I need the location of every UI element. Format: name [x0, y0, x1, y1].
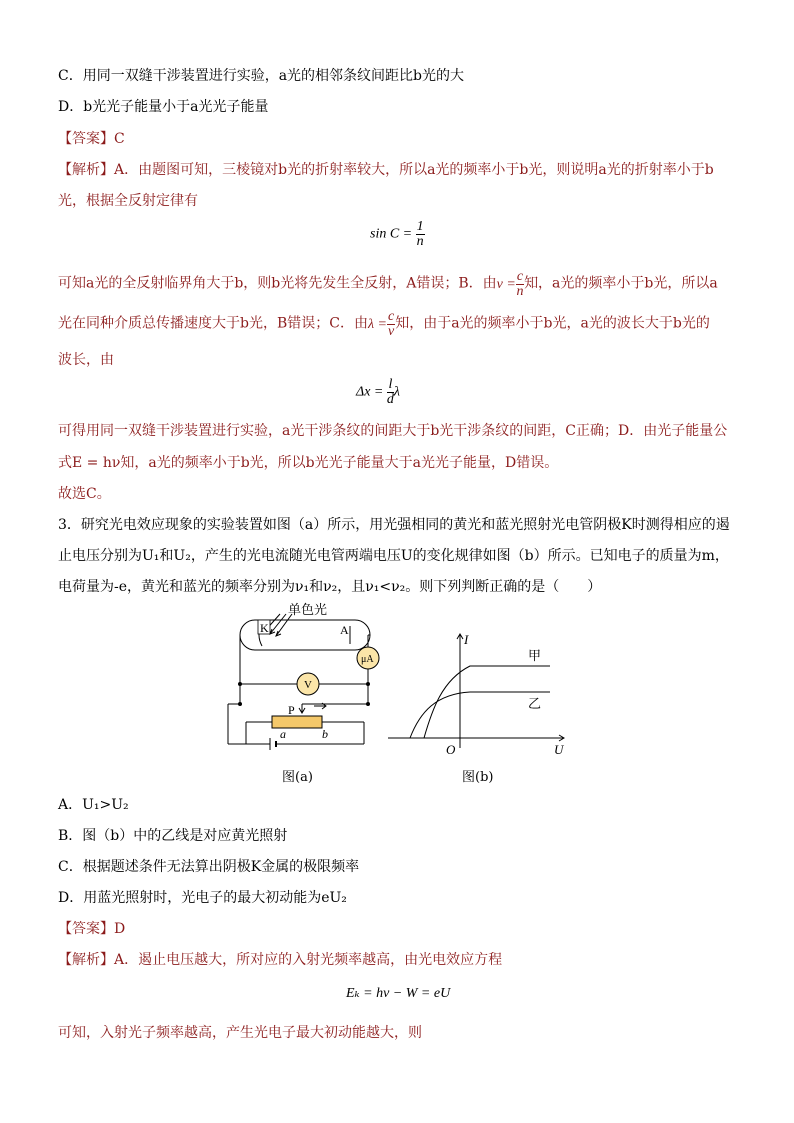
exp-l3-den: n [516, 284, 524, 299]
eq1-lhs: sin C = [370, 226, 413, 242]
q3-equation: Eₖ = hν − W = eU [346, 986, 451, 1001]
eq1-den: n [416, 234, 424, 249]
exp-l3-a: 可知a光的全反射临界角大于b，则b光将先发生全反射，A错误；B．由 [58, 275, 497, 292]
label-p: P [288, 703, 295, 717]
label-u: U [554, 742, 564, 757]
q2-option-c: C．用同一双缝干涉装置进行实验，a光的相邻条纹间距比b光的大 [58, 68, 465, 84]
eq2-den: d [386, 392, 394, 407]
eq2-num: l [388, 377, 393, 392]
q2-explanation-line-3 [58, 270, 718, 299]
q2-explanation-line-6: 可得用同一双缝干涉装置进行实验，a光干涉条纹的间距大于b光干涉条纹的间距，C正确；D．由光子能量公 [58, 423, 728, 439]
exp-l4-frac [387, 310, 395, 339]
label-jia: 甲 [528, 648, 542, 663]
q3-explanation-line-2: 可知，入射光子频率越高，产生光电子最大初动能越大，则 [58, 1025, 422, 1041]
q2-explanation-line-4 [58, 310, 710, 339]
q2-equation-deltax [356, 378, 400, 407]
eq2-fraction [387, 378, 394, 407]
caption-figure-b: 图(b) [462, 770, 494, 785]
exp-l3-num: c [516, 269, 524, 284]
q2-equation-sinc [370, 220, 425, 249]
label-k: K [260, 621, 269, 635]
exp-l3-b: 知，a光的频率小于b光，所以a [524, 275, 718, 292]
exp-l4-num: c [387, 309, 395, 324]
q3-answer: 【答案】D [58, 921, 126, 937]
exp-l4-b: 知，由于a光的频率小于b光，a光的波长大于b光的 [395, 315, 710, 332]
label-pb: b [322, 727, 328, 741]
label-a: A [340, 623, 349, 637]
eq2-rhs: λ [393, 384, 400, 400]
exp-l3-frac [516, 270, 524, 299]
label-v: V [304, 679, 312, 691]
exp-l4-a: 光在同种介质总传播速度大于b光，B错误；C．由 [58, 315, 368, 332]
q3-explanation-line-1: 【解析】A．遏止电压越大，所对应的入射光频率越高，由光电效应方程 [58, 952, 503, 968]
eq1-num: 1 [416, 219, 424, 234]
q3-option-a: A．U₁>U₂ [58, 797, 129, 813]
q2-answer: 【答案】C [58, 131, 125, 147]
q2-explanation-line-5: 波长，由 [58, 352, 114, 368]
label-ua: μA [361, 654, 374, 665]
eq1-fraction [416, 220, 425, 249]
q3-stem-line-1: 3．研究光电效应现象的实验装置如图（a）所示，用光强相同的黄光和蓝光照射光电管阴极K时测得相应的遏 [58, 517, 730, 533]
q2-explanation-line-7: 式E = hν知，a光的频率小于b光，所以b光光子能量大于a光光子能量，D错误。 [58, 455, 559, 471]
exp-l3-eq [496, 269, 524, 299]
q3-stem-line-3: 电荷量为-e，黄光和蓝光的频率分别为ν₁和ν₂，且ν₁<ν₂。则下列判断正确的是（ ） [58, 579, 602, 595]
q2-explanation-line-2: 光，根据全反射定律有 [58, 193, 198, 209]
exp-l3-eq-lhs: v = [496, 276, 516, 292]
eq2-lhs: Δx = [356, 384, 384, 400]
graph-figure-b [384, 630, 574, 760]
circuit-figure-a [222, 600, 394, 770]
q2-explanation-line-1: 【解析】A．由题图可知，三棱镜对b光的折射率较大，所以a光的频率小于b光，则说明a光的折射率小于b [58, 162, 714, 178]
label-i: I [464, 632, 469, 647]
q2-explanation-line-8: 故选C。 [58, 486, 111, 502]
q2-option-d: D．b光光子能量小于a光光子能量 [58, 99, 269, 115]
q3-option-b: B．图（b）中的乙线是对应黄光照射 [58, 828, 288, 844]
label-yi: 乙 [528, 696, 542, 711]
label-light: 单色光 [288, 602, 328, 617]
caption-figure-a: 图(a) [282, 770, 313, 785]
exp-l4-eq-lhs: λ = [367, 316, 387, 332]
label-o: O [446, 742, 456, 757]
q3-option-d: D．用蓝光照射时，光电子的最大初动能为eU₂ [58, 890, 347, 906]
q3-stem-line-2: 止电压分别为U₁和U₂，产生的光电流随光电管两端电压U的变化规律如图（b）所示。已知电子的质量为m， [58, 548, 729, 564]
label-pa: a [280, 727, 286, 741]
exp-l4-eq [367, 309, 395, 339]
q3-option-c: C．根据题述条件无法算出阴极K金属的极限频率 [58, 859, 360, 875]
exp-l4-den: ν [387, 324, 395, 339]
